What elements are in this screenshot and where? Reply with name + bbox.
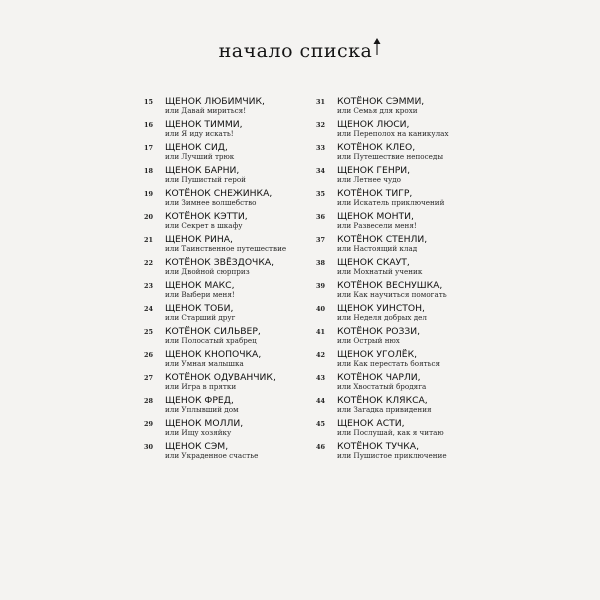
book-title: КОТЁНОК ТИГР, [337, 188, 413, 199]
book-number: 41 [316, 328, 326, 336]
book-title: КОТЁНОК ВЕСНУШКА, [337, 280, 443, 291]
book-subtitle: или Как перестать бояться [337, 359, 441, 368]
book-title: ЩЕНОК СКАУТ, [337, 257, 410, 268]
book-number: 22 [144, 259, 154, 267]
book-list-item [144, 97, 294, 120]
book-title: КОТЁНОК ЧАРЛИ, [337, 372, 421, 383]
book-number: 20 [144, 213, 154, 221]
book-subtitle: или Таинственное путешествие [165, 244, 287, 253]
book-number: 30 [144, 443, 154, 451]
arrow-up-icon [373, 38, 381, 56]
book-number: 35 [316, 190, 326, 198]
book-number: 18 [144, 167, 154, 175]
book-title: ЩЕНОК УГОЛЁК, [337, 349, 418, 360]
book-list-item [316, 120, 476, 143]
book-number: 45 [316, 420, 326, 428]
book-number: 42 [316, 351, 326, 359]
book-number: 36 [316, 213, 326, 221]
book-list-item [316, 304, 476, 327]
page-header [0, 40, 600, 62]
book-subtitle: или Я иду искать! [165, 129, 234, 138]
book-number: 40 [316, 305, 326, 313]
book-list-item [316, 258, 476, 281]
book-title: ЩЕНОК СЭМ, [165, 441, 229, 452]
book-list-item [316, 166, 476, 189]
book-list-item [144, 166, 294, 189]
book-title: ЩЕНОК БАРНИ, [165, 165, 240, 176]
book-subtitle: или Переполох на каникулах [337, 129, 449, 138]
book-list-item [144, 396, 294, 419]
book-number: 29 [144, 420, 154, 428]
book-number: 34 [316, 167, 326, 175]
book-title: КОТЁНОК СНЕЖИНКА, [165, 188, 273, 199]
book-list-item [316, 97, 476, 120]
page-title: начало списка [218, 40, 373, 62]
book-title: ЩЕНОК РИНА, [165, 234, 233, 245]
book-list-item [316, 281, 476, 304]
book-number: 21 [144, 236, 154, 244]
book-title: КОТЁНОК ОДУВАНЧИК, [165, 372, 276, 383]
book-number: 37 [316, 236, 326, 244]
book-subtitle: или Загадка привидения [337, 405, 432, 414]
book-subtitle: или Путешествие непоседы [337, 152, 444, 161]
book-list-right-column [316, 97, 476, 465]
book-list-item [144, 258, 294, 281]
book-list-item [316, 327, 476, 350]
book-subtitle: или Неделя добрых дел [337, 313, 428, 322]
book-subtitle: или Острый нюх [337, 336, 400, 345]
book-number: 44 [316, 397, 326, 405]
book-title: КОТЁНОК КЛЯКСА, [337, 395, 428, 406]
book-subtitle: или Давай мириться! [165, 106, 247, 115]
book-title: ЩЕНОК ТОБИ, [165, 303, 234, 314]
book-subtitle: или Послушай, как я читаю [337, 428, 444, 437]
book-list-item [316, 373, 476, 396]
book-list-item [316, 189, 476, 212]
book-list-item [316, 396, 476, 419]
book-subtitle: или Семья для крохи [337, 106, 418, 115]
book-subtitle: или Хвостатый бродяга [337, 382, 427, 391]
book-title: КОТЁНОК КЛЕО, [337, 142, 416, 153]
book-title: ЩЕНОК ФРЕД, [165, 395, 234, 406]
book-subtitle: или Украденное счастье [165, 451, 259, 460]
book-number: 33 [316, 144, 326, 152]
book-number: 43 [316, 374, 326, 382]
book-title: ЩЕНОК МАКС, [165, 280, 235, 291]
book-list-item [144, 235, 294, 258]
book-list-item [316, 350, 476, 373]
book-title: ЩЕНОК СИД, [165, 142, 228, 153]
book-number: 15 [144, 98, 154, 106]
book-title: ЩЕНОК ГЕНРИ, [337, 165, 411, 176]
book-subtitle: или Настоящий клад [337, 244, 418, 253]
book-subtitle: или Развесели меня! [337, 221, 417, 230]
book-list-item [144, 120, 294, 143]
book-title: ЩЕНОК УИНСТОН, [337, 303, 425, 314]
book-list-item [144, 419, 294, 442]
book-list-item [144, 304, 294, 327]
book-title: КОТЁНОК ЗВЁЗДОЧКА, [165, 257, 275, 268]
book-list-item [144, 212, 294, 235]
book-list-item [316, 143, 476, 166]
book-number: 26 [144, 351, 154, 359]
book-number: 38 [316, 259, 326, 267]
book-list-item [316, 212, 476, 235]
book-subtitle: или Летнее чудо [337, 175, 401, 184]
book-subtitle: или Ищу хозяйку [165, 428, 232, 437]
book-title: КОТЁНОК РОЗЗИ, [337, 326, 421, 337]
book-title: ЩЕНОК КНОПОЧКА, [165, 349, 262, 360]
book-subtitle: или Лучший трюк [165, 152, 235, 161]
book-subtitle: или Умная малышка [165, 359, 244, 368]
book-number: 27 [144, 374, 154, 382]
book-number: 16 [144, 121, 154, 129]
book-subtitle: или Секрет в шкафу [165, 221, 243, 230]
book-subtitle: или Пушистое приключение [337, 451, 447, 460]
book-title: ЩЕНОК АСТИ, [337, 418, 405, 429]
book-subtitle: или Старший друг [165, 313, 236, 322]
book-subtitle: или Двойной сюрприз [165, 267, 250, 276]
book-title: КОТЁНОК ТУЧКА, [337, 441, 419, 452]
book-title: КОТЁНОК СТЕНЛИ, [337, 234, 428, 245]
book-number: 31 [316, 98, 326, 106]
book-subtitle: или Полосатый храбрец [165, 336, 257, 345]
book-list-item [144, 442, 294, 465]
book-number: 46 [316, 443, 326, 451]
book-subtitle: или Мохнатый ученик [337, 267, 423, 276]
book-number: 24 [144, 305, 154, 313]
book-title: ЩЕНОК МОЛЛИ, [165, 418, 244, 429]
book-list-item [316, 419, 476, 442]
book-list-item [144, 281, 294, 304]
book-number: 17 [144, 144, 154, 152]
book-subtitle: или Как научиться помогать [337, 290, 447, 299]
book-list-item [144, 327, 294, 350]
book-subtitle: или Игра в прятки [165, 382, 237, 391]
book-list-item [144, 350, 294, 373]
book-title: КОТЁНОК СИЛЬВЕР, [165, 326, 261, 337]
book-title: ЩЕНОК ЛЮБИМЧИК, [165, 96, 265, 107]
book-list-item [144, 189, 294, 212]
book-title: ЩЕНОК ЛЮСИ, [337, 119, 410, 130]
book-subtitle: или Искатель приключений [337, 198, 445, 207]
book-number: 19 [144, 190, 154, 198]
book-list-item [316, 442, 476, 465]
book-subtitle: или Пушистый герой [165, 175, 246, 184]
book-number: 23 [144, 282, 154, 290]
book-subtitle: или Уплывший дом [165, 405, 239, 414]
book-list-left-column [144, 97, 294, 465]
book-list-item [144, 373, 294, 396]
book-title: КОТЁНОК КЭТТИ, [165, 211, 248, 222]
book-list-item [316, 235, 476, 258]
book-subtitle: или Выбери меня! [165, 290, 235, 299]
book-number: 25 [144, 328, 154, 336]
book-list-item [144, 143, 294, 166]
book-number: 28 [144, 397, 154, 405]
book-subtitle: или Зимнее волшебство [165, 198, 257, 207]
book-number: 32 [316, 121, 326, 129]
book-title: ЩЕНОК ТИММИ, [165, 119, 243, 130]
book-title: ЩЕНОК МОНТИ, [337, 211, 414, 222]
book-number: 39 [316, 282, 326, 290]
book-title: КОТЁНОК СЭММИ, [337, 96, 425, 107]
